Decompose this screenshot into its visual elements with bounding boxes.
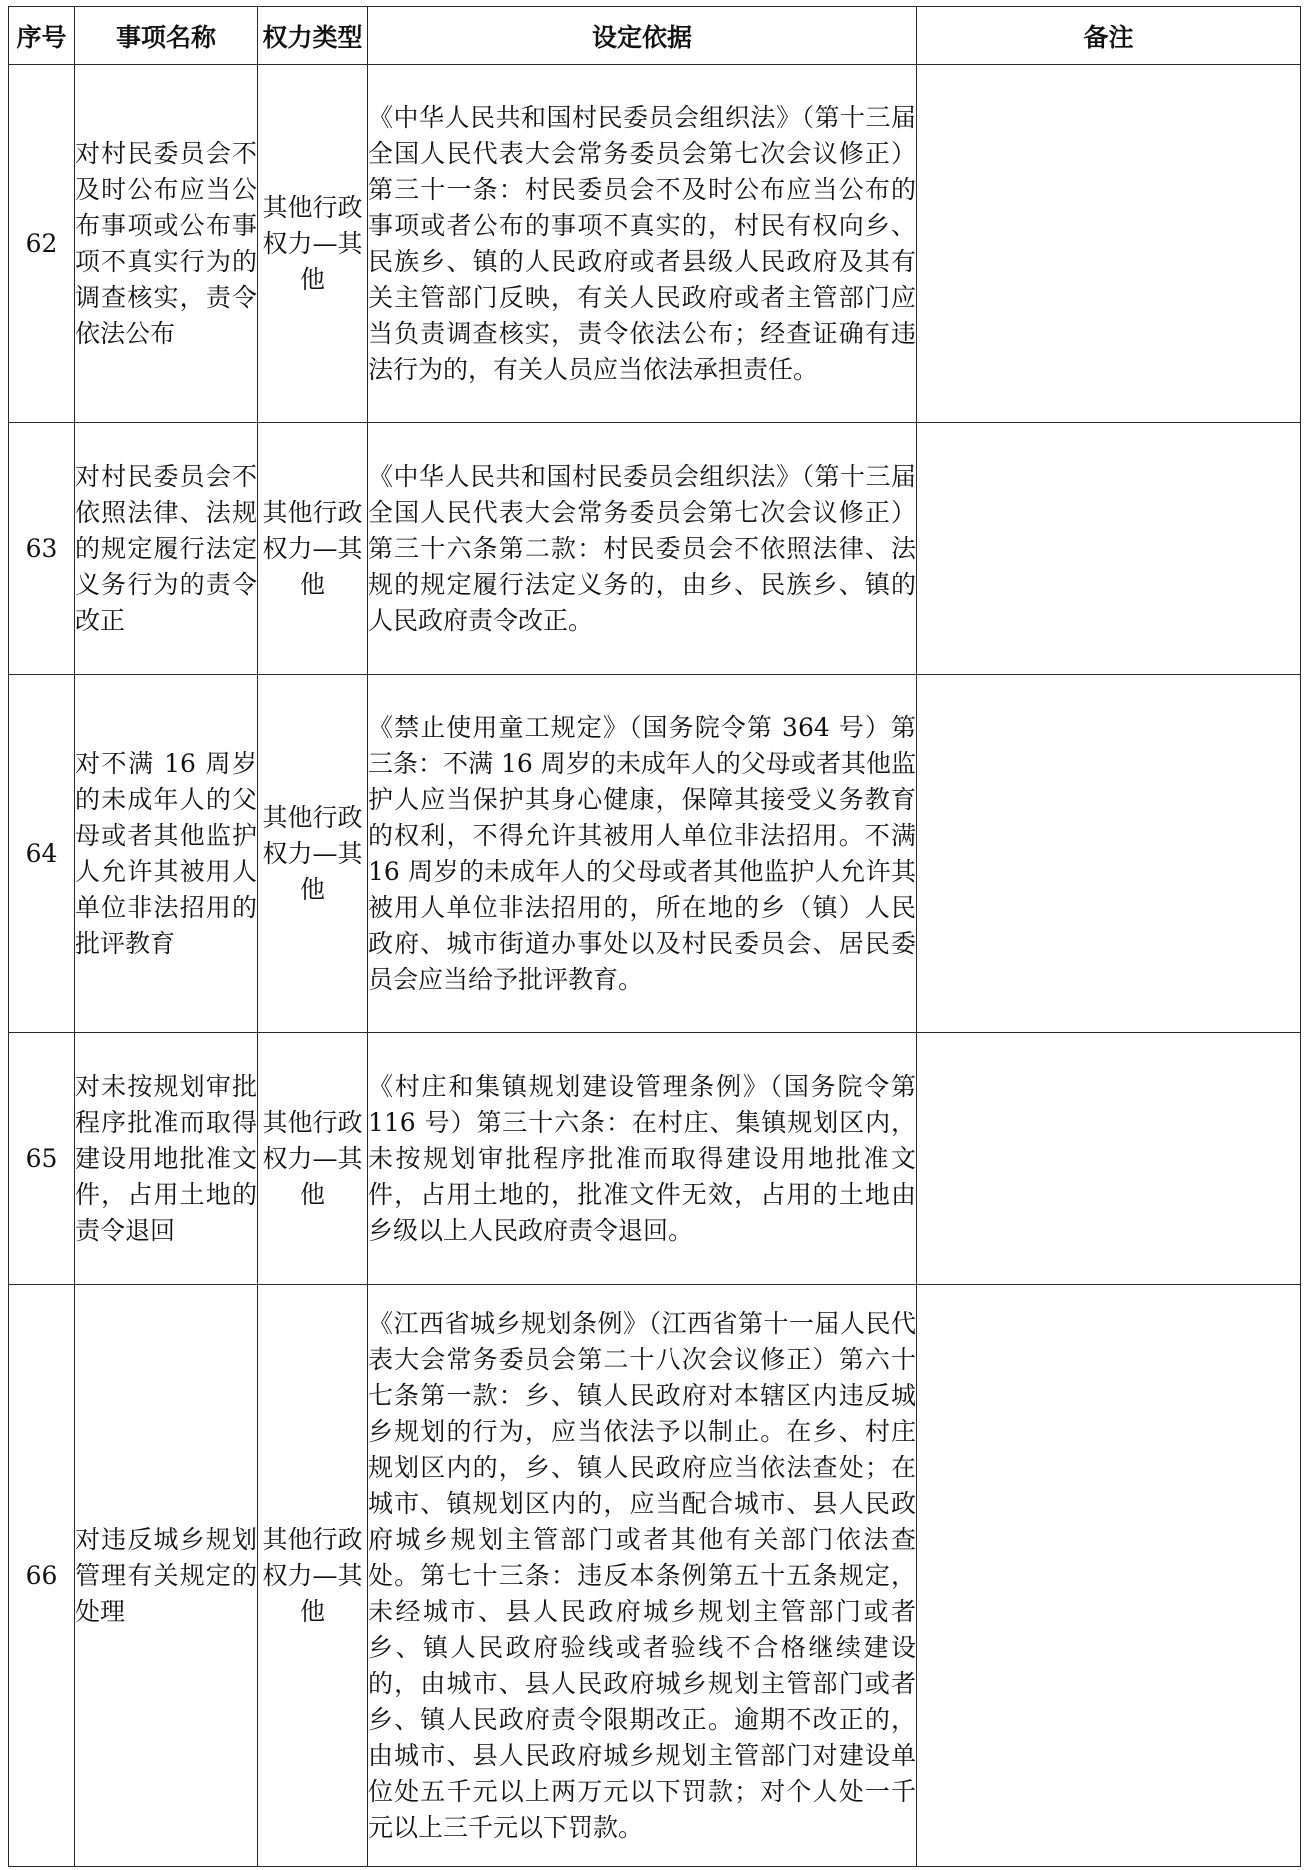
row-remark (917, 65, 1301, 423)
header-name: 事项名称 (75, 7, 258, 65)
row-name: 对违反城乡规划管理有关规定的处理 (75, 1285, 258, 1867)
row-num: 64 (9, 675, 75, 1033)
row-remark (917, 675, 1301, 1033)
row-type: 其他行政权力—其他 (258, 65, 368, 423)
row-type: 其他行政权力—其他 (258, 1285, 368, 1867)
row-name: 对不满 16 周岁的未成年人的父母或者其他监护人允许其被用人单位非法招用的批评教育 (75, 675, 258, 1033)
header-basis: 设定依据 (368, 7, 917, 65)
header-remark: 备注 (917, 7, 1301, 65)
row-remark (917, 1285, 1301, 1867)
row-basis: 《中华人民共和国村民委员会组织法》（第十三届全国人民代表大会常务委员会第七次会议修正）第三十一条：村民委员会不及时公布应当公布的事项或者公布的事项不真实的，村民有权向乡、民族乡、镇的人民政府或者县级人民政府及其有关主管部门反映，有关人民政府或者主管部门应当负责调查核实，责令依法公布；经查证确有违法行为的，有关人员应当依法承担责任。 (368, 65, 917, 423)
row-name: 对村民委员会不依照法律、法规的规定履行法定义务行为的责令改正 (75, 423, 258, 675)
row-basis: 《村庄和集镇规划建设管理条例》（国务院令第 116 号）第三十六条：在村庄、集镇规划区内，未按规划审批程序批准而取得建设用地批准文件，占用土地的，批准文件无效，占用的土地由乡级以上人民政府责令退回。 (368, 1033, 917, 1285)
row-type: 其他行政权力—其他 (258, 1033, 368, 1285)
table-row (9, 65, 1301, 423)
power-list-table (8, 6, 1301, 1867)
table-row (9, 1285, 1301, 1867)
row-name: 对未按规划审批程序批准而取得建设用地批准文件，占用土地的责令退回 (75, 1033, 258, 1285)
table-row (9, 1033, 1301, 1285)
row-num: 63 (9, 423, 75, 675)
header-num: 序号 (9, 7, 75, 65)
row-type: 其他行政权力—其他 (258, 423, 368, 675)
table-row (9, 423, 1301, 675)
row-basis: 《禁止使用童工规定》（国务院令第 364 号）第三条：不满 16 周岁的未成年人的父母或者其他监护人应当保护其身心健康，保障其接受义务教育的权利，不得允许其被用人单位非法招用。不满 16 周岁的未成年人的父母或者其他监护人允许其被用人单位非法招用的，所在地的乡（镇）人民政府、城市街道办事处以及村民委员会、居民委员会应当给予批评教育。 (368, 675, 917, 1033)
row-num: 66 (9, 1285, 75, 1867)
row-type: 其他行政权力—其他 (258, 675, 368, 1033)
header-type: 权力类型 (258, 7, 368, 65)
row-num: 65 (9, 1033, 75, 1285)
row-name: 对村民委员会不及时公布应当公布事项或公布事项不真实行为的调查核实，责令依法公布 (75, 65, 258, 423)
row-num: 62 (9, 65, 75, 423)
row-remark (917, 1033, 1301, 1285)
row-remark (917, 423, 1301, 675)
row-basis: 《江西省城乡规划条例》（江西省第十一届人民代表大会常务委员会第二十八次会议修正）第六十七条第一款：乡、镇人民政府对本辖区内违反城乡规划的行为，应当依法予以制止。在乡、村庄规划区内的，乡、镇人民政府应当依法查处；在城市、镇规划区内的，应当配合城市、县人民政府城乡规划主管部门或者其他有关部门依法查处。第七十三条：违反本条例第五十五条规定，未经城市、县人民政府城乡规划主管部门或者乡、镇人民政府验线或者验线不合格继续建设的，由城市、县人民政府城乡规划主管部门或者乡、镇人民政府责令限期改正。逾期不改正的，由城市、县人民政府城乡规划主管部门对建设单位处五千元以上两万元以下罚款；对个人处一千元以上三千元以下罚款。 (368, 1285, 917, 1867)
table-row (9, 675, 1301, 1033)
row-basis: 《中华人民共和国村民委员会组织法》（第十三届全国人民代表大会常务委员会第七次会议修正）第三十六条第二款：村民委员会不依照法律、法规的规定履行法定义务的，由乡、民族乡、镇的人民政府责令改正。 (368, 423, 917, 675)
header-row (9, 7, 1301, 65)
